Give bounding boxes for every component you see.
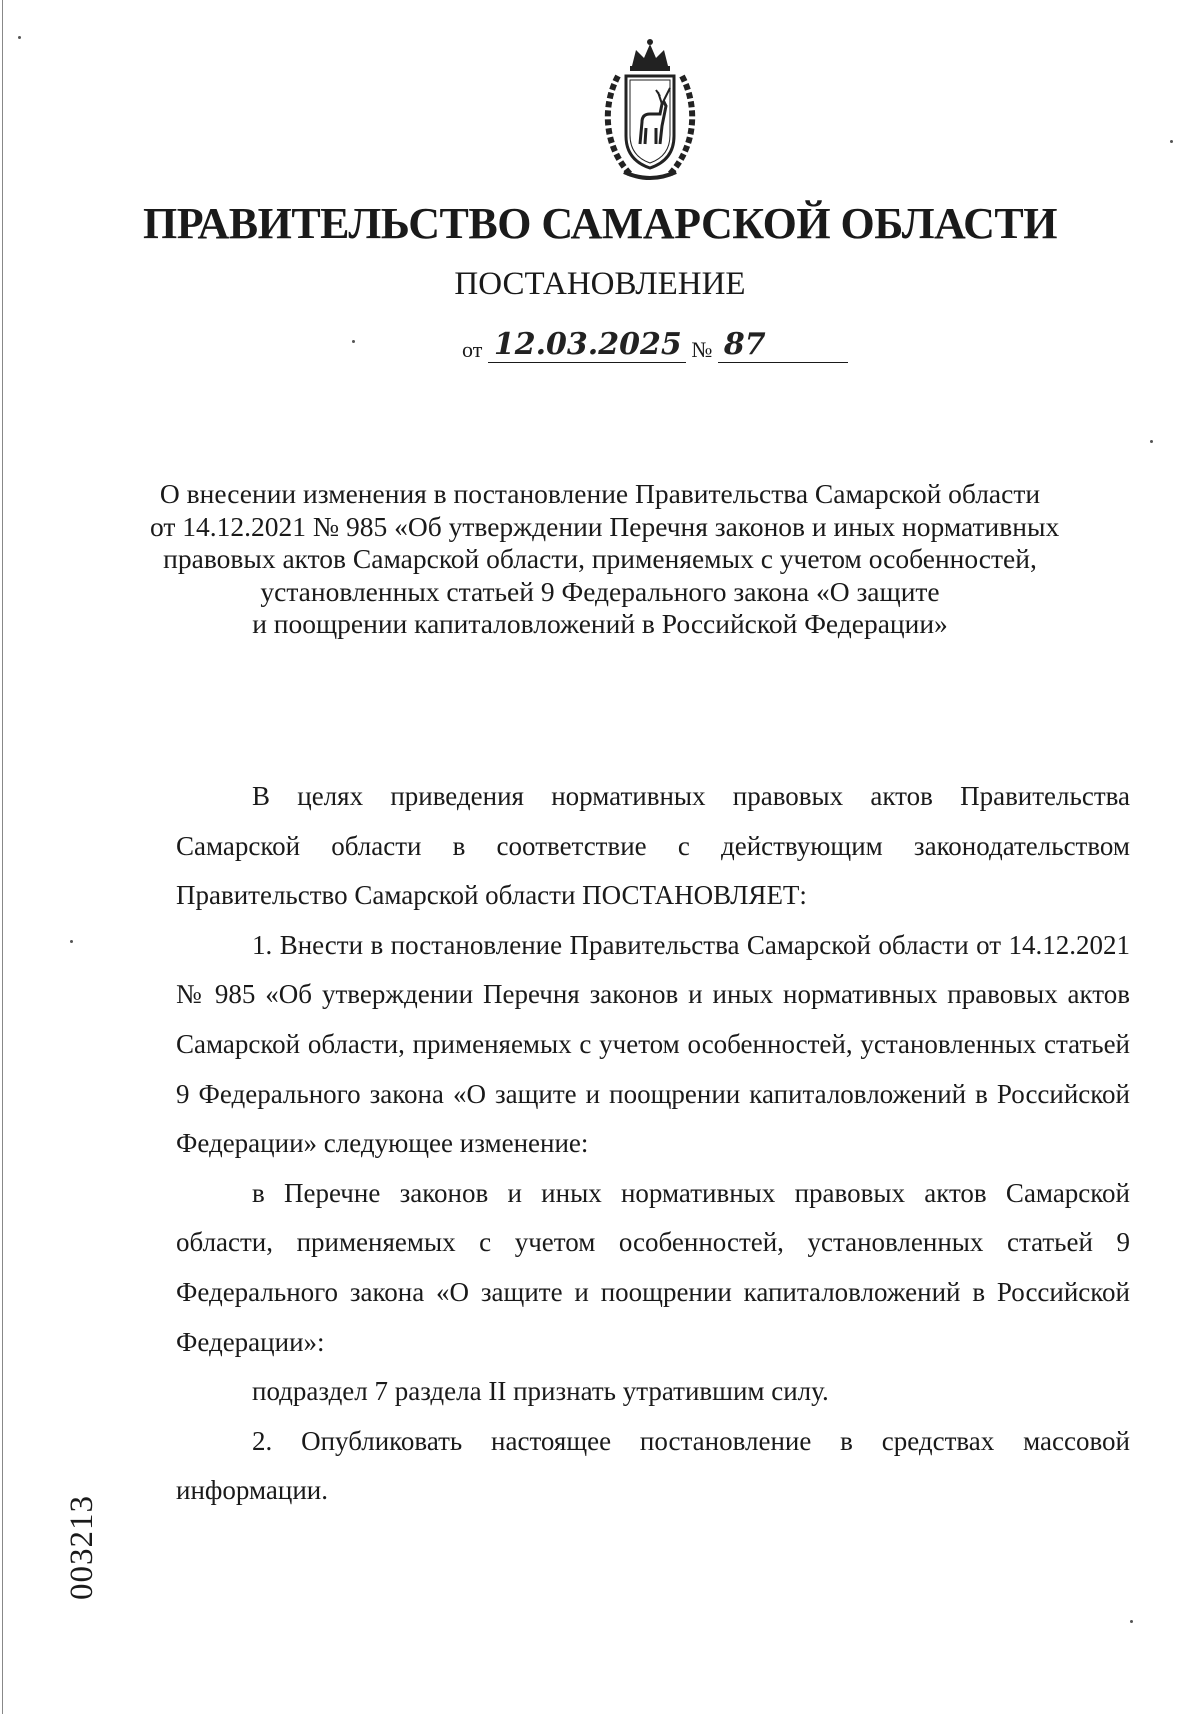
document-date: 12.03.2025: [488, 328, 686, 363]
document-date-number: [462, 328, 848, 363]
document-body: [176, 772, 1130, 1516]
scan-speck: [1150, 440, 1153, 443]
date-prefix: от: [462, 337, 483, 362]
scan-speck: [18, 36, 21, 39]
number-prefix: №: [691, 337, 713, 362]
subject-line: установленных статьей 9 Федерального закона «О защите: [260, 575, 940, 607]
scan-speck: [70, 940, 73, 943]
document-number: 87: [718, 328, 848, 363]
paragraph-item-2: 2. Опубликовать настоящее постановление в средствах массовой информации.: [176, 1425, 1130, 1506]
paragraph-preamble: В целях приведения нормативных правовых актов Правительства Самарской области в соответствие с действующим законодательством Правительство Самарской области ПОСТАНОВЛЯЕТ:: [176, 781, 1130, 911]
coat-of-arms-icon: [590, 36, 710, 186]
paragraph-item-1-detail: в Перечне законов и иных нормативных правовых актов Самарской области, применяемых с учетом особенностей, установленных статьей 9 Федерального закона «О защите и поощрении капиталовложений в Российской Федерации»:: [176, 1177, 1130, 1357]
scan-speck: [1170, 140, 1173, 143]
document-type: ПОСТАНОВЛЕНИЕ: [454, 266, 746, 302]
government-title: ПРАВИТЕЛЬСТВО САМАРСКОЙ ОБЛАСТИ: [143, 199, 1057, 248]
scan-edge: [2, 0, 3, 1714]
subject-line: и поощрении капиталовложений в Российской Федерации»: [252, 608, 948, 639]
subject-line: правовых актов Самарской области, применяемых с учетом особенностей,: [163, 543, 1037, 574]
margin-registration-number: 003213: [64, 1495, 100, 1600]
scan-speck: [352, 340, 355, 343]
subject-line: от 14.12.2021 № 985 «Об утверждении Перечня законов и иных нормативных: [150, 510, 1060, 542]
paragraph-item-1-change: подраздел 7 раздела II признать утратившим силу.: [252, 1376, 829, 1407]
coat-of-arms-emblem: [590, 36, 710, 186]
subject-line: О внесении изменения в постановление Правительства Самарской области: [159, 478, 1041, 509]
scan-speck: [1130, 1620, 1133, 1623]
paragraph-item-1: 1. Внести в постановление Правительства Самарской области от 14.12.2021 № 985 «Об утверждении Перечня законов и иных нормативных правовых актов Самарской области, применяемых с учетом особенностей, установленных статьей 9 Федерального закона «О защите и поощрении капиталовложений в Российской Федерации» следующее изменение:: [176, 929, 1130, 1159]
document-subject: [150, 478, 1060, 641]
